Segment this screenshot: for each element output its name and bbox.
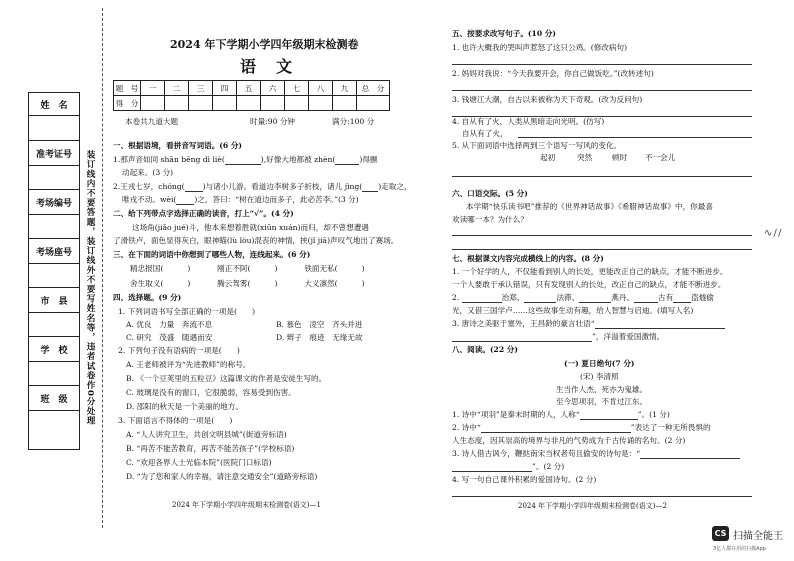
answer-blank[interactable] bbox=[251, 266, 275, 274]
q1-text: )得颤 bbox=[359, 155, 378, 164]
field-school-box[interactable] bbox=[29, 361, 79, 385]
q3-paren: ) bbox=[361, 279, 365, 288]
info-time: 时量:90 分钟 bbox=[250, 117, 296, 126]
poem-line: 生当作人杰，死亦为鬼雄。 bbox=[556, 385, 648, 394]
exam-title: 2024 年下学期小学四年级期末检测卷 bbox=[170, 38, 359, 51]
q2-text[interactable]: 这场角(jiǎo jué)斗，他本来想着胜就(xiūn xuán)而归，却不曾想遭遇 bbox=[132, 223, 369, 232]
q5-word: 顿时 bbox=[612, 153, 628, 162]
q7-text: 3. 唐诗之美驱于塞外，王昌龄的豪言壮语“ bbox=[452, 319, 595, 328]
q8-text: ”。(2 分) bbox=[532, 462, 565, 471]
score-table-header-row bbox=[114, 81, 390, 96]
score-box[interactable] bbox=[237, 96, 261, 111]
score-table-score-row bbox=[114, 96, 390, 111]
answer-blank[interactable] bbox=[595, 320, 725, 329]
q2-text[interactable]: 了滑铁卢，面色显得灰白，眼神瞄(lù lòu)混丧的神情，挟(jǐ jiā)声叹气地出了赛场。 bbox=[113, 236, 399, 245]
field-name-box[interactable] bbox=[29, 116, 79, 140]
q8-text: ”表达了一种无所畏惧的 bbox=[630, 423, 711, 432]
answer-blank[interactable] bbox=[163, 266, 187, 274]
q5-word: 不一会儿 bbox=[645, 153, 676, 162]
q3-paren: ) bbox=[187, 279, 191, 288]
answer-blank[interactable] bbox=[338, 281, 362, 289]
answer-blank[interactable] bbox=[580, 411, 638, 420]
q5-item: 1. 也许大概我的哭叫声惹怒了这只公鸡。(修改病句) bbox=[452, 43, 628, 52]
q4-option[interactable]: C. “欢迎各界人士光临本院”(医院门口标语) bbox=[126, 458, 272, 467]
score-table-cell: 七 bbox=[285, 81, 309, 96]
q7-text: 古有 bbox=[658, 293, 674, 302]
answer-blank[interactable] bbox=[524, 294, 556, 303]
q4-option[interactable]: A. “人人讲究卫生，共创文明县城”(街道旁标语) bbox=[126, 430, 287, 439]
q7-text: ”，洋溢着爱国激情。 bbox=[592, 332, 665, 341]
q5-item: 3. 钱塘江大潮，自古以来被称为天下奇观。(改为反问句) bbox=[452, 95, 643, 104]
field-county-label: 市 县 bbox=[29, 287, 79, 313]
answer-line[interactable] bbox=[452, 176, 752, 177]
q4-stem: 2. 下列句子没有语病的一项是( ) bbox=[118, 346, 240, 355]
answer-line[interactable] bbox=[452, 64, 752, 65]
q8-item: 4. 写一句自己课外积累的爱国诗句。(2 分) bbox=[452, 475, 597, 484]
field-name-label: 姓 名 bbox=[29, 93, 79, 116]
scanner-logo-icon: CS bbox=[712, 526, 729, 541]
score-box[interactable] bbox=[261, 96, 285, 111]
q7-line bbox=[452, 319, 725, 329]
answer-blank[interactable] bbox=[163, 281, 187, 289]
answer-blank[interactable] bbox=[579, 294, 611, 303]
scanner-brand-name: 扫描全能王 bbox=[733, 531, 783, 542]
q8-line bbox=[452, 449, 740, 459]
q1-line bbox=[113, 155, 378, 165]
q4-option[interactable]: D. 邵阳的秋天是一个美丽的地方。 bbox=[126, 402, 243, 411]
score-table-cell: 九 bbox=[333, 81, 357, 96]
answer-blank[interactable] bbox=[225, 156, 261, 165]
answer-blank[interactable] bbox=[673, 294, 691, 303]
q7-line bbox=[452, 332, 664, 342]
q3-paren: ) bbox=[274, 264, 278, 273]
score-box[interactable] bbox=[165, 96, 189, 111]
q2-title: 二、给下列带点字选择正确的读音，打上“√”。(4 分) bbox=[113, 209, 294, 218]
answer-blank[interactable] bbox=[251, 281, 275, 289]
answer-blank[interactable] bbox=[338, 266, 362, 274]
q4-option[interactable]: C. 玻璃是没有的窗口，它很脆弱，容易受到伤害。 bbox=[126, 388, 296, 397]
field-exam-number-label: 准考证号 bbox=[29, 140, 79, 166]
q3-paren: ) bbox=[274, 279, 278, 288]
score-box[interactable] bbox=[357, 96, 390, 111]
answer-blank[interactable] bbox=[335, 156, 359, 165]
score-table-cell: 得 分 bbox=[114, 96, 141, 111]
q7-title: 七、根据课文内容完成横线上的内容。(8 分) bbox=[452, 254, 604, 263]
answer-blank[interactable] bbox=[462, 294, 502, 303]
field-seat-label: 考场座号 bbox=[29, 238, 79, 264]
q5-title: 五、按要求改写句子。(10 分) bbox=[452, 29, 556, 38]
q1-text: )与诸小儿游。看道边李树多子折枝，诸儿 jìng( bbox=[202, 182, 363, 191]
score-table-cell: 二 bbox=[165, 81, 189, 96]
answer-line[interactable] bbox=[452, 249, 752, 250]
q4-option[interactable]: B. 《一个豆荚里的五粒豆》这篇课文的作者是安徒生写的。 bbox=[126, 374, 327, 383]
q7-text: 治郑、 bbox=[501, 293, 525, 302]
q4-stem: 3. 下面语言不得体的一项是( ) bbox=[118, 416, 233, 425]
q7-text: 2. bbox=[452, 293, 462, 302]
info-full-score: 满分:100 分 bbox=[332, 117, 375, 126]
q1-title: 一、根据语境，看拼音写词语。(6 分) bbox=[113, 141, 243, 150]
q7-text: 光，又借三国学卢……这些故事生动有趣，给人智慧与启迪。(填写人名) bbox=[452, 306, 694, 315]
q1-text: 动起来。(3 分) bbox=[122, 168, 174, 177]
q3-paren: ) bbox=[187, 264, 191, 273]
q3-row bbox=[130, 279, 365, 289]
q8-line bbox=[452, 462, 564, 472]
margin-pencil-mark: ∿ ∕ ∕ bbox=[764, 228, 781, 239]
q5-item: 2. 妈妈对我说：“今天我要开会，你自己做饭吃。”(改转述句) bbox=[452, 69, 654, 78]
score-box[interactable] bbox=[285, 96, 309, 111]
q7-text: 盗燧偷 bbox=[691, 293, 714, 302]
q3-word: 舍生取义( bbox=[130, 279, 164, 288]
subject-title: 语 文 bbox=[240, 57, 295, 76]
q3-word: 精忠报国( bbox=[130, 264, 164, 273]
answer-blank[interactable] bbox=[452, 463, 532, 472]
q1-text: )之，答曰：“树在道边而多子，此必苦李。”(3 分) bbox=[194, 195, 359, 204]
q7-line bbox=[452, 293, 714, 303]
score-table-cell: 总 分 bbox=[357, 81, 390, 96]
score-box[interactable] bbox=[213, 96, 237, 111]
q8-text: ”。(1 分) bbox=[637, 410, 670, 419]
answer-line[interactable] bbox=[452, 90, 752, 91]
q4-stem: 1. 下列词语书写全部正确的一项是( ) bbox=[118, 307, 256, 316]
q7-text: 燕丹、 bbox=[611, 293, 635, 302]
scanner-tagline: 3亿人都在用的扫描App bbox=[713, 546, 766, 552]
binding-dashed-line bbox=[102, 8, 103, 528]
q1-line bbox=[122, 195, 359, 205]
answer-line[interactable] bbox=[452, 235, 752, 236]
q8-text: 3. 诗人借古讽今，鞭挞南宋当权者苟且偷安的诗句是：“ bbox=[452, 449, 641, 458]
q1-text: 1.那声音如同 shān bēng dì liè( bbox=[113, 155, 225, 164]
q6-text: 欢读哪一本？为什么？ bbox=[452, 215, 528, 224]
q3-word: 刚正不阿( bbox=[217, 264, 251, 273]
q1-text: ),好像大地都被 zhèn( bbox=[260, 155, 336, 164]
answer-line[interactable] bbox=[518, 137, 752, 138]
field-room-box[interactable] bbox=[29, 214, 79, 238]
q1-text: )走取之， bbox=[378, 182, 412, 191]
q4-option[interactable]: A. 优良 力量 奔流不息 bbox=[126, 320, 213, 329]
q5-word: 突然 bbox=[577, 153, 593, 162]
q4-option[interactable]: B. 慕色 凌空 齐头并进 bbox=[276, 320, 363, 329]
poem-author: (宋) 李清照 bbox=[580, 372, 619, 381]
q6-text: 本学期“快乐读书吧”推荐的《世界神话故事》《希腊神话故事》中，你最喜 bbox=[466, 202, 713, 211]
score-table-cell: 八 bbox=[309, 81, 333, 96]
score-table-cell: 四 bbox=[213, 81, 237, 96]
q8-line bbox=[452, 423, 711, 433]
q8-title: 八、阅读。(22 分) bbox=[452, 345, 518, 354]
q5-item: 4. 自从有了火，人类从黑暗走向光明。(仿写) bbox=[452, 117, 605, 126]
q4-option[interactable]: D. 辫子 痕迹 无缘无故 bbox=[276, 333, 363, 342]
field-exam-number-box[interactable] bbox=[29, 165, 79, 189]
q3-row bbox=[130, 264, 365, 274]
q7-text: 一个人要敢于承认错误，只有发现别人的长处，改正自己的缺点，才能不断进步。 bbox=[452, 280, 726, 289]
q4-option[interactable]: D. “为了您和家人的幸福，请注意交通安全”(道路旁标语) bbox=[126, 472, 318, 481]
score-box[interactable] bbox=[141, 96, 165, 111]
score-box[interactable] bbox=[333, 96, 357, 111]
q4-option[interactable]: A. 王老师被评为“先进教师”的称号。 bbox=[126, 360, 251, 369]
field-school-label: 学 校 bbox=[29, 336, 79, 362]
q4-title: 四、选择题。(9 分) bbox=[113, 293, 182, 302]
q3-paren: ) bbox=[361, 264, 365, 273]
score-table-cell: 一 bbox=[141, 81, 165, 96]
page-footer-2: 2024 年下学期小学四年级期末检测卷(语文)—2 bbox=[518, 502, 667, 510]
answer-blank[interactable] bbox=[362, 183, 378, 192]
answer-blank[interactable] bbox=[640, 450, 740, 459]
field-class-label: 班 级 bbox=[29, 385, 79, 411]
answer-blank[interactable] bbox=[481, 424, 631, 433]
field-county-box[interactable] bbox=[29, 312, 79, 336]
answer-blank[interactable] bbox=[634, 294, 658, 303]
q1-text: 唯戎不动。wèi( bbox=[122, 195, 177, 204]
score-box[interactable] bbox=[189, 96, 213, 111]
q3-word: 腾云驾雾( bbox=[217, 279, 251, 288]
q8-text: 人生态度，因其崇高的境界与非凡的气势成为千古传诵的名句。(2 分) bbox=[452, 436, 686, 445]
answer-blank[interactable] bbox=[176, 196, 194, 205]
score-table-cell: 题 号 bbox=[114, 81, 141, 96]
q7-text: 法滞、 bbox=[556, 293, 580, 302]
field-class-box[interactable] bbox=[29, 410, 79, 448]
field-room-label: 考场编号 bbox=[29, 189, 79, 215]
score-table bbox=[113, 80, 390, 111]
info-question-count: 本卷共九道大题 bbox=[125, 117, 179, 126]
score-table-cell: 三 bbox=[189, 81, 213, 96]
q1-text: 2.王戎七岁，chóng( bbox=[113, 182, 185, 191]
poem-line: 至今思项羽，不肯过江东。 bbox=[556, 397, 648, 406]
answer-line[interactable] bbox=[452, 496, 752, 497]
q5-word: 起初 bbox=[540, 153, 556, 162]
q3-title: 三、在下面的词语中你想到了哪些人物，连线起来。(6 分) bbox=[113, 250, 311, 259]
page-footer-1: 2024 年下学期小学四年级期末检测卷(语文)—1 bbox=[172, 501, 321, 509]
q4-option[interactable]: B. “再苦不能苦教育，再苦不能苦孩子”(学校标语) bbox=[126, 444, 295, 453]
q3-word: 铁面无私( bbox=[304, 264, 338, 273]
q8-line bbox=[452, 410, 670, 420]
score-box[interactable] bbox=[309, 96, 333, 111]
field-seat-box[interactable] bbox=[29, 263, 79, 287]
answer-blank[interactable] bbox=[185, 183, 203, 192]
q6-title: 六、口语交际。(5 分) bbox=[452, 189, 528, 198]
answer-blank[interactable] bbox=[452, 333, 592, 342]
q5-item: 自从有了火， bbox=[462, 129, 508, 138]
q8-text: 1. 诗中“项羽”是秦末时期的人，人称“ bbox=[452, 410, 580, 419]
student-info-strip bbox=[28, 92, 80, 450]
q8-subtitle: (一) 夏日绝句(7 分) bbox=[564, 359, 635, 368]
score-table-cell: 六 bbox=[261, 81, 285, 96]
binding-line-warning: 装订线内不要答题，装订线外不要写姓名等，违者试卷作0分处理 bbox=[85, 150, 95, 426]
score-table-cell: 五 bbox=[237, 81, 261, 96]
q7-text: 1. 一个好学的人，不仅能看到别人的长处，更能改正自己的缺点，才能不断进步。 bbox=[452, 267, 728, 276]
q1-line bbox=[113, 182, 412, 192]
q5-item: 5. 从下面词语中选择两到三个语写一写风的变化。 bbox=[452, 141, 622, 150]
q4-option[interactable]: C. 研究 茂盛 随遇而安 bbox=[126, 333, 213, 342]
q3-word: 大义凛然( bbox=[304, 279, 338, 288]
q8-text: 2. 诗中“ bbox=[452, 423, 481, 432]
